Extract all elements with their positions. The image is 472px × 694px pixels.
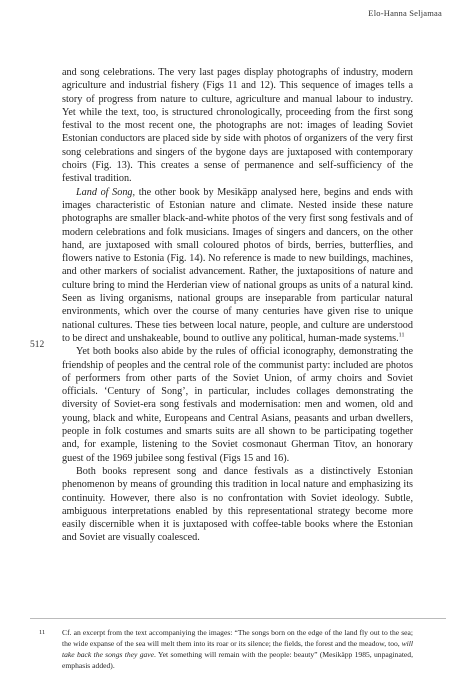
paragraph	[62, 66, 413, 186]
running-head-author: Elo-Hanna Seljamaa	[368, 8, 442, 18]
footnote-reference[interactable]: 11	[398, 332, 405, 339]
paragraph	[62, 186, 413, 346]
paragraph-text: the other book by Mesikäpp analysed here, begins and ends with images characteristic of Estonian nature and climate. Nested inside these nature photographs are smaller black-and-white photos of the very first song festivals and of modern celebrations and folk musicians. Images of singers and dancers, on the other hand, are juxtaposed with small coloured photos of birds, berries, butterflies, and flowers native to Estonia (Fig. 14). No reference is made to new buildings, machines, and other markers of socialist advancement. Rather, the juxtapositions of nature and culture bring to mind the Herderian view of national groups as units of a natural kind. Seen as living organisms, national groups are inseparable from particular natural environments, which over the course of many centuries have given rise to unique national cultures. These ties between local nature, people, and culture are understood to be direct and unshakeable, bound to outlive any political, human-made systems.	[62, 186, 414, 344]
paragraph-text: and song celebrations. The very last pages display photographs of industry, modern agriculture and industrial fishery (Figs 11 and 12). This sequence of images tells a story of progress from nature to culture, agriculture and manual labour to industry. Yet while the text, too, is structured chronologically, proceeding from the first song festival to the most recent one, the photographs are not: images of leading Soviet Estonian conductors are placed side by side with photos of organizers of the very first song celebrations and singers of the bygone days are juxtaposed with contemporary choirs (Fig. 13). This creates a sense of permanence and self-sufficiency of the festival tradition.	[62, 67, 413, 185]
paragraph-text: Both books represent song and dance festivals as a distinctively Estonian phenomenon by means of grounding this tradition in local nature and emphasizing its continuity. However, there also is no confrontation with Soviet ideology. Subtle, ambiguous interpretations enabled by this representational strategy become more easily discernible when it is juxtaposed with coffee-table books where the Estonian and Soviet are visually coalesced.	[62, 465, 413, 544]
body-text	[62, 66, 413, 545]
footnote-divider	[30, 618, 446, 619]
paragraph-text: Yet both books also abide by the rules of official iconography, demonstrating the friendship of peoples and the central role of the communist party: included are photos of performers from other parts of the Soviet Union, of army choirs and Soviet officials. ‘Century of Song’, in particular, includes collages demonstrating the diversity of Soviet-era song festivals and modernisation: men and women, old and young, black and white, Europeans and Central Asians, peasants and urban dwellers, people in folk costumes and smarts suits are all shown to be participating together and, for example, listening to the Soviet cosmonaut Gherman Titov, an honorary guest of the 1969 jubilee song festival (Figs 15 and 16).	[62, 346, 413, 464]
footnote	[39, 627, 413, 671]
footnote-emphasis: will take back the songs they gave	[62, 639, 413, 659]
footnote-text: . Yet something will remain with the people: beauty” (Mesikäpp 1985, unpaginated, emphasis added).	[62, 650, 413, 670]
paragraph	[62, 465, 413, 545]
paragraph	[62, 345, 413, 465]
footnote-text: Cf. an excerpt from the text accompaniying the images: “The songs born on the edge of the land fly out to the sea; the wide expanse of the sea will melt them into its roar or its silence; the fields, the forest and the meadow, too,	[62, 628, 413, 648]
book-title: Land of Song,	[76, 186, 136, 198]
page-number: 512	[30, 340, 45, 350]
footnote-number: 11	[39, 629, 46, 636]
